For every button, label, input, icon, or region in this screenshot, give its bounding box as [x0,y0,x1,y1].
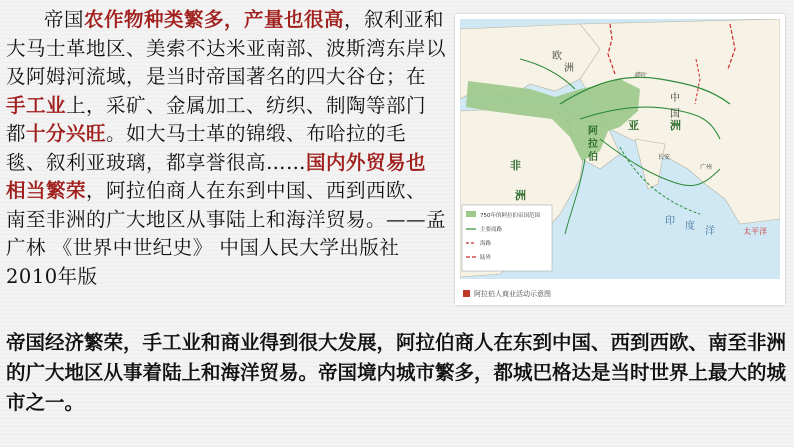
source-excerpt [6,6,446,291]
legend-main-route: 主要商路 [480,227,503,233]
label-pacific: 太平洋 [743,227,767,236]
legend-border: 陆界 [480,255,492,261]
excerpt-text: ，阿拉伯商人在东到中国、西到西欧、南至非洲的广大地区从事陆上和海洋贸易。——孟广林 《世界中世纪史》 中国人民大学出版社2010年版 [6,179,447,288]
excerpt-text: 。如大马士革的锦缎、布哈拉的毛毯、叙利亚玻璃，都享誉很高…… [6,122,407,174]
label-africa-2: 洲 [515,189,526,202]
highlight-trade: 国内外贸易也相当繁荣 [6,150,427,202]
highlight-handicraft: 手工业 [6,93,67,117]
label-arabia-2: 拉 [588,139,598,150]
map-caption-text: 阿拉伯人商业活动示意图 [474,289,551,298]
trade-map [455,14,785,305]
label-indian-ocean-1: 印 [665,216,675,227]
map-legend [462,205,552,271]
map-caption [455,282,785,305]
label-guangzhou: 广州 [700,164,713,171]
label-asia-2: 洲 [670,119,681,132]
label-china-2: 国 [670,109,680,120]
label-china-1: 中 [670,93,680,104]
trade-map-image [460,19,780,279]
label-indian-ocean-2: 度 [685,221,695,232]
legend-sea-route: 海路 [480,241,492,247]
label-indian-ocean-3: 洋 [705,226,715,237]
label-suiye: 碎叶 [635,72,648,79]
excerpt-text: ，叙利亚和大马士革地区、美索不达米亚南部、波斯湾东岸以及阿姆河流域，是当时帝国著名的四大谷仓；在 [6,8,447,88]
excerpt-text: 帝国 [44,8,85,31]
label-asia-1: 亚 [628,119,639,132]
label-africa-1: 非 [510,159,521,172]
summary-paragraph: 帝国经济繁荣，手工业和商业得到很大发展，阿拉伯商人在东到中国、西到西欧、南至非洲的广大地区从事着陆上和海洋贸易。帝国境内城市繁多，都城巴格达是当时世界上最大的城市之一。 [6,331,787,414]
label-changan: 长安 [658,154,671,161]
label-arabia-3: 伯 [588,152,598,163]
highlight-prosperous: 十分兴旺 [26,122,107,145]
caption-marker-icon [463,290,470,297]
legend-empire: 750年的阿拉伯帝国范围 [480,213,540,219]
label-europe-1: 欧 [552,51,562,62]
highlight-agriculture: 农作物种类繁多，产量也很高 [84,8,345,31]
label-europe-2: 洲 [564,63,574,74]
excerpt-text: 上，采矿、金属加工、纺织、制陶等部门都 [6,93,427,145]
label-arabia-1: 阿 [588,126,598,137]
